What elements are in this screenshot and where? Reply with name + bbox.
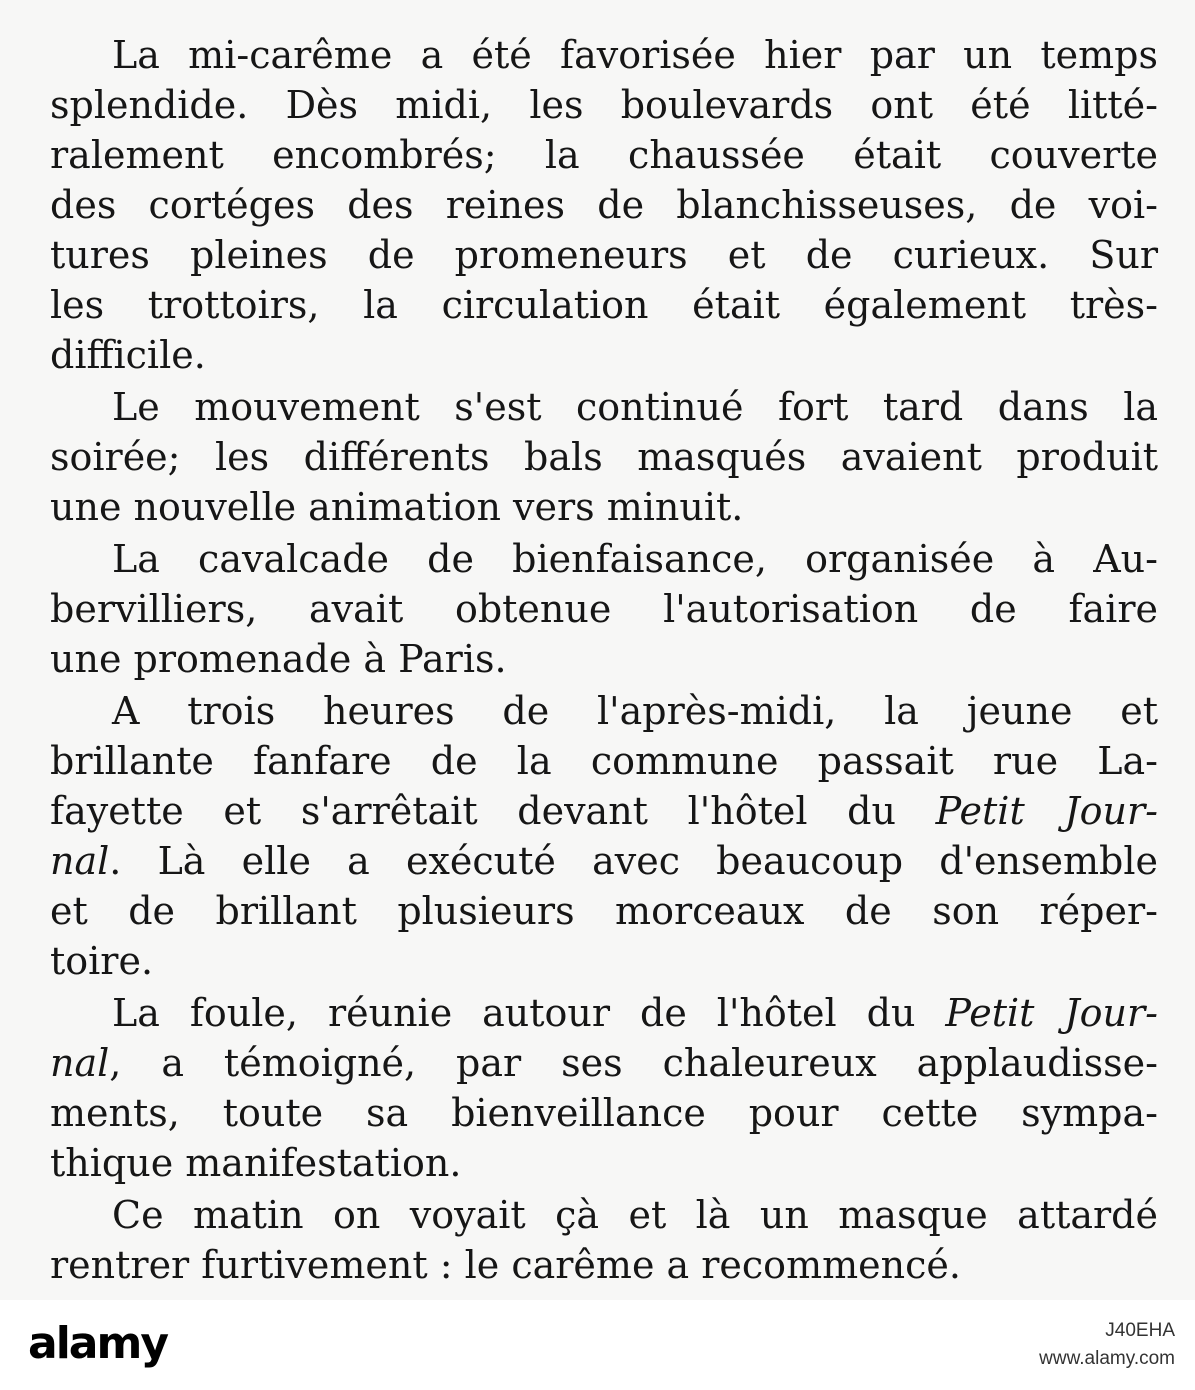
image-id: J40EHA: [1105, 1320, 1175, 1341]
text-line: ralement encombrés; la chaussée était couverte: [50, 133, 1158, 177]
italic-title: Petit Jour-: [935, 789, 1158, 833]
text-line: La mi-carême a été favorisée hier par un temps: [112, 33, 1158, 77]
text-line: Ce matin on voyait çà et là un masque attardé: [112, 1193, 1158, 1237]
text-line: [50, 836, 1158, 886]
text-line: soirée; les différents bals masqués avaient produit: [50, 435, 1158, 479]
text-line: une nouvelle animation vers minuit.: [50, 485, 744, 529]
text-line: A trois heures de l'après-midi, la jeune et: [112, 689, 1158, 733]
text-line: une promenade à Paris.: [50, 637, 507, 681]
text-line: thique manifestation.: [50, 1141, 462, 1185]
text-line: Le mouvement s'est continué fort tard dans la: [112, 385, 1158, 429]
italic-title: nal: [50, 839, 110, 883]
italic-title: nal: [50, 1041, 110, 1085]
text-line: bervilliers, avait obtenue l'autorisation de faire: [50, 587, 1158, 631]
text-line: La cavalcade de bienfaisance, organisée à Au-: [112, 537, 1158, 581]
text-segment: . Là elle a exécuté avec beaucoup d'ensemble: [109, 839, 1158, 883]
italic-title: Petit Jour-: [945, 991, 1158, 1035]
text-line: les trottoirs, la circulation était également très-: [50, 283, 1158, 327]
text-line: [50, 786, 1158, 836]
site-url: www.alamy.com: [1039, 1348, 1175, 1369]
text-segment: fayette et s'arrêtait devant l'hôtel du: [50, 789, 896, 833]
text-segment: , a témoigné, par ses chaleureux applaudisse-: [109, 1041, 1158, 1085]
text-line: difficile.: [50, 333, 206, 377]
text-line: des cortéges des reines de blanchisseuses, de voi-: [50, 183, 1158, 227]
text-line: [50, 1038, 1158, 1088]
text-segment: La foule, réunie autour de l'hôtel du: [112, 991, 916, 1035]
text-line: brillante fanfare de la commune passait rue La-: [50, 739, 1158, 783]
stock-footer: [0, 1300, 1195, 1390]
text-line: toire.: [50, 939, 154, 983]
text-line: rentrer furtivement : le carême a recommencé.: [50, 1243, 961, 1287]
text-line: [112, 988, 1158, 1038]
alamy-logo: alamy: [28, 1318, 167, 1369]
text-line: et de brillant plusieurs morceaux de son réper-: [50, 889, 1158, 933]
text-line: splendide. Dès midi, les boulevards ont été litté-: [50, 83, 1158, 127]
text-line: tures pleines de promeneurs et de curieux. Sur: [50, 233, 1158, 277]
text-line: ments, toute sa bienveillance pour cette sympa-: [50, 1091, 1158, 1135]
